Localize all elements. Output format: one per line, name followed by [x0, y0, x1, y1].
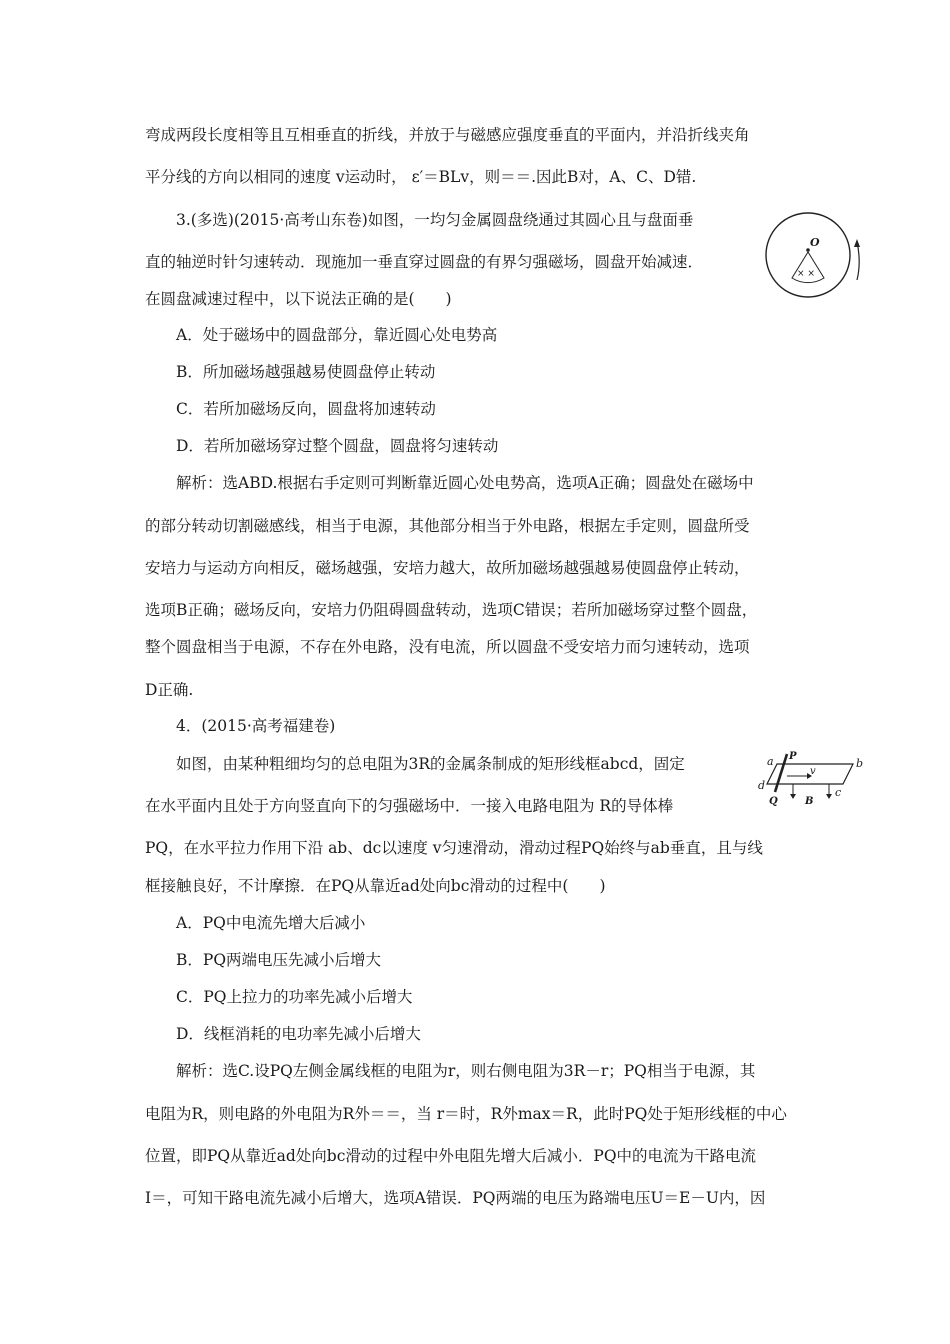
label-b-field: B — [805, 796, 814, 807]
frame-figure — [755, 750, 870, 810]
rotation-arrow-icon — [857, 242, 859, 280]
text-line: A．PQ中电流先增大后减小 — [176, 914, 366, 932]
text-line: 如图，由某种粗细均匀的总电阻为3R的金属条制成的矩形线框abcd，固定 — [176, 755, 685, 773]
text-line: 框接触良好，不计摩擦．在PQ从靠近ad处向bc滑动的过程中( ) — [145, 877, 606, 895]
field-label: × × — [797, 269, 815, 279]
disc-figure — [760, 206, 870, 306]
text-line: 直的轴逆时针匀速转动．现施加一垂直穿过圆盘的有界匀强磁场，圆盘开始减速． — [145, 253, 704, 271]
text-line: I＝，可知干路电流先减小后增大，选项A错误．PQ两端的电压为路端电压U＝E－U内，因 — [145, 1189, 766, 1207]
text-line: 弯成两段长度相等且互相垂直的折线，并放于与磁感应强度垂直的平面内，并沿折线夹角 — [145, 126, 750, 144]
text-line: B．所加磁场越强越易使圆盘停止转动 — [176, 363, 436, 381]
text-line: 电阻为R，则电路的外电阻为R外＝＝，当 r＝时，R外max＝R，此时PQ处于矩形线框的中心 — [145, 1105, 787, 1123]
text-line: 的部分转动切割磁感线，相当于电源，其他部分相当于外电路，根据左手定则，圆盘所受 — [145, 517, 750, 535]
text-line: 平分线的方向以相同的速度 v运动时， ε′＝BLv，则＝＝.因此B对，A、C、D错. — [145, 168, 697, 186]
text-line: 3.(多选)(2015·高考山东卷)如图，一均匀金属圆盘绕通过其圆心且与盘面垂 — [176, 211, 694, 229]
text-line: C．若所加磁场反向，圆盘将加速转动 — [176, 400, 436, 418]
rod-pq — [775, 754, 787, 792]
text-line: 整个圆盘相当于电源，不存在外电路，没有电流，所以圆盘不受安培力而匀速转动，选项 — [145, 638, 750, 656]
label-v: v — [810, 766, 816, 777]
label-q: Q — [769, 796, 778, 807]
text-line: B．PQ两端电压先减小后增大 — [176, 951, 382, 969]
text-line: D．线框消耗的电功率先减小后增大 — [176, 1025, 421, 1043]
disc-outline — [766, 213, 850, 297]
text-line: 位置，即PQ从靠近ad处向bc滑动的过程中外电阻先增大后减小．PQ中的电流为干路电流 — [145, 1147, 757, 1165]
text-line: 在水平面内且处于方向竖直向下的匀强磁场中．一接入电路电阻为 R的导体棒 — [145, 797, 674, 815]
text-line: 选项B正确；磁场反向，安培力仍阻碍圆盘转动，选项C错误；若所加磁场穿过整个圆盘， — [145, 601, 758, 619]
text-line: 4．(2015·高考福建卷) — [176, 717, 336, 735]
label-p: P — [789, 751, 797, 762]
text-line: D．若所加磁场穿过整个圆盘，圆盘将匀速转动 — [176, 437, 499, 455]
text-line: 在圆盘减速过程中，以下说法正确的是( ) — [145, 290, 452, 308]
text-line: PQ，在水平拉力作用下沿 ab、dc以速度 v匀速滑动，滑动过程PQ始终与ab垂直，且与线 — [145, 839, 763, 857]
text-line: 安培力与运动方向相反，磁场越强，安培力越大，故所加磁场越强越易使圆盘停止转动， — [145, 559, 750, 577]
label-d: d — [758, 779, 766, 792]
label-a: a — [767, 755, 774, 768]
text-line: 解析：选ABD.根据右手定则可判断靠近圆心处电势高，选项A正确；圆盘处在磁场中 — [176, 474, 754, 492]
label-c: c — [835, 786, 842, 799]
center-label: O — [810, 236, 820, 249]
text-line: 解析：选C.设PQ左侧金属线框的电阻为r，则右侧电阻为3R－r；PQ相当于电源，其 — [176, 1062, 756, 1080]
label-b: b — [856, 757, 864, 770]
text-line: A．处于磁场中的圆盘部分，靠近圆心处电势高 — [176, 326, 498, 344]
text-line: C．PQ上拉力的功率先减小后增大 — [176, 988, 413, 1006]
text-line: D正确. — [145, 681, 194, 699]
